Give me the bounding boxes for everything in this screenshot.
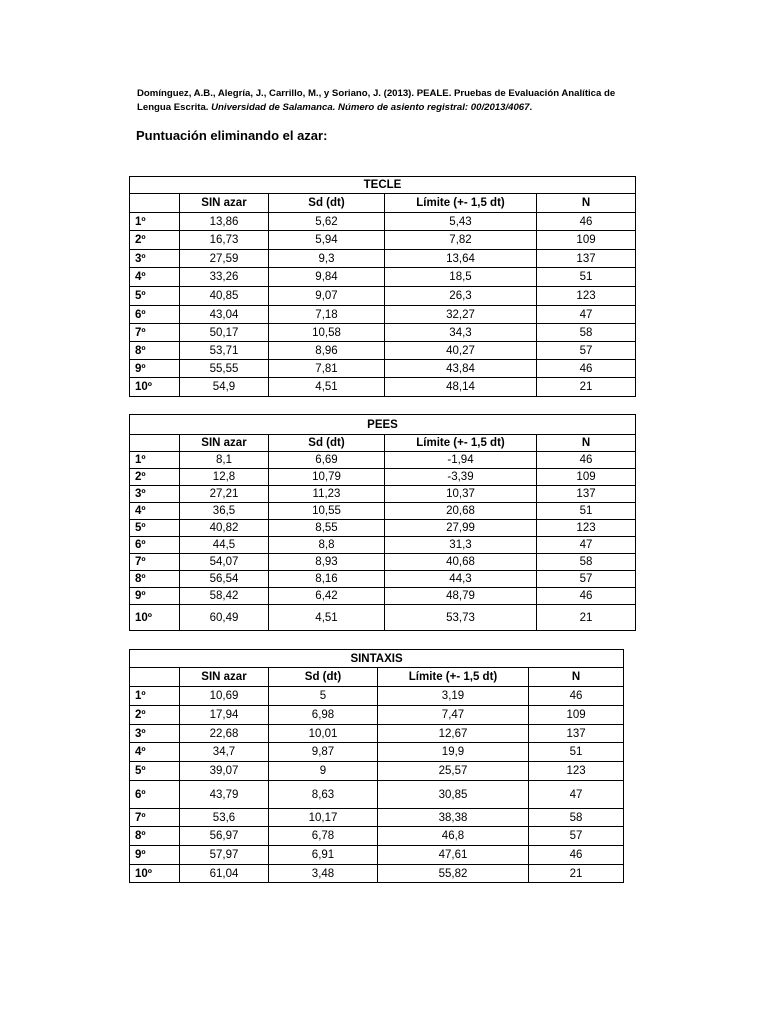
table-cell: 57	[537, 571, 636, 588]
row-label: 6º	[130, 781, 180, 809]
table-row	[130, 486, 636, 503]
header-corner	[130, 435, 180, 452]
row-label: 5º	[130, 762, 180, 781]
table-cell: 10,17	[269, 809, 378, 827]
table-cell: 137	[537, 486, 636, 503]
table-cell: 6,42	[269, 588, 385, 605]
row-label: 5º	[130, 520, 180, 537]
table-title: TECLE	[130, 177, 636, 194]
row-label: 8º	[130, 571, 180, 588]
table-cell: 47,61	[378, 846, 529, 865]
table-cell: 36,5	[180, 503, 269, 520]
table-row	[130, 306, 636, 324]
row-label: 1º	[130, 687, 180, 706]
column-header: SIN azar	[180, 668, 269, 687]
table-cell: 5	[269, 687, 378, 706]
table-cell: 50,17	[180, 324, 269, 342]
table-cell: 13,64	[385, 250, 537, 268]
table-cell: 58,42	[180, 588, 269, 605]
table-cell: 6,78	[269, 827, 378, 846]
table-cell: 12,67	[378, 725, 529, 743]
column-header: Límite (+- 1,5 dt)	[378, 668, 529, 687]
row-label: 3º	[130, 486, 180, 503]
row-label: 9º	[130, 588, 180, 605]
row-label: 10º	[130, 378, 180, 397]
table-cell: 4,51	[269, 378, 385, 397]
table-cell: 57,97	[180, 846, 269, 865]
table-row	[130, 342, 636, 360]
citation	[137, 87, 637, 115]
table-cell: 9,3	[269, 250, 385, 268]
table-cell: 53,71	[180, 342, 269, 360]
table-cell: 48,14	[385, 378, 537, 397]
table-cell: 26,3	[385, 287, 537, 306]
table-header-row	[130, 194, 636, 213]
table-cell: 9	[269, 762, 378, 781]
table-title-row	[130, 177, 636, 194]
row-label: 8º	[130, 342, 180, 360]
column-header: SIN azar	[180, 435, 269, 452]
table-cell: 21	[529, 865, 624, 883]
row-label: 1º	[130, 213, 180, 231]
row-label: 8º	[130, 827, 180, 846]
table-cell: 54,9	[180, 378, 269, 397]
column-header: Sd (dt)	[269, 435, 385, 452]
table-cell: 109	[529, 706, 624, 725]
table-row	[130, 725, 624, 743]
table-row	[130, 605, 636, 631]
citation-registry: Número de asiento registral: 00/2013/4067	[338, 102, 530, 113]
row-label: 2º	[130, 231, 180, 250]
row-label: 5º	[130, 287, 180, 306]
table-cell: 3,48	[269, 865, 378, 883]
table-cell: 46	[537, 213, 636, 231]
table-cell: 21	[537, 378, 636, 397]
table-cell: 22,68	[180, 725, 269, 743]
row-label: 7º	[130, 324, 180, 342]
table-cell: 40,27	[385, 342, 537, 360]
table-cell: 6,69	[269, 452, 385, 469]
column-header: N	[537, 435, 636, 452]
row-label: 9º	[130, 360, 180, 378]
pees-table	[129, 414, 636, 631]
table-cell: 10,55	[269, 503, 385, 520]
table-cell: 48,79	[385, 588, 537, 605]
table-cell: 47	[537, 306, 636, 324]
table-row	[130, 520, 636, 537]
table-header-row	[130, 435, 636, 452]
table-cell: 47	[537, 537, 636, 554]
citation-separator: .	[332, 102, 339, 113]
table-row	[130, 687, 624, 706]
table-row	[130, 762, 624, 781]
row-label: 3º	[130, 725, 180, 743]
table-cell: 8,63	[269, 781, 378, 809]
table-cell: 10,01	[269, 725, 378, 743]
table-cell: 13,86	[180, 213, 269, 231]
table-cell: 109	[537, 469, 636, 486]
table-cell: 57	[537, 342, 636, 360]
table-row	[130, 827, 624, 846]
header-corner	[130, 194, 180, 213]
table-cell: 137	[537, 250, 636, 268]
column-header: N	[529, 668, 624, 687]
table-cell: 44,3	[385, 571, 537, 588]
table-row	[130, 360, 636, 378]
table-cell: 58	[529, 809, 624, 827]
table-cell: 51	[529, 743, 624, 762]
table-cell: -3,39	[385, 469, 537, 486]
table-row	[130, 378, 636, 397]
page-subtitle: Puntuación eliminando el azar:	[136, 128, 328, 143]
table-cell: 46	[529, 687, 624, 706]
table-cell: 8,96	[269, 342, 385, 360]
table-cell: 8,16	[269, 571, 385, 588]
table-cell: 55,82	[378, 865, 529, 883]
table-row	[130, 231, 636, 250]
table-cell: 11,23	[269, 486, 385, 503]
table-row	[130, 268, 636, 287]
table-cell: 7,82	[385, 231, 537, 250]
table-cell: 54,07	[180, 554, 269, 571]
table-row	[130, 743, 624, 762]
table-title-row	[130, 650, 624, 668]
citation-publisher: Universidad de Salamanca	[211, 102, 333, 113]
column-header: Límite (+- 1,5 dt)	[385, 435, 537, 452]
table-cell: 5,94	[269, 231, 385, 250]
table-cell: 27,99	[385, 520, 537, 537]
table-cell: 12,8	[180, 469, 269, 486]
table-cell: 21	[537, 605, 636, 631]
table-cell: 5,43	[385, 213, 537, 231]
table-cell: 8,8	[269, 537, 385, 554]
row-label: 9º	[130, 846, 180, 865]
table-cell: 4,51	[269, 605, 385, 631]
table-cell: 58	[537, 324, 636, 342]
table-row	[130, 554, 636, 571]
table-cell: 53,6	[180, 809, 269, 827]
tecle-table	[129, 176, 636, 397]
table-cell: 46	[537, 452, 636, 469]
row-label: 1º	[130, 452, 180, 469]
table-row	[130, 287, 636, 306]
table-cell: 27,59	[180, 250, 269, 268]
table-cell: 57	[529, 827, 624, 846]
table-cell: 46	[537, 588, 636, 605]
column-header: Sd (dt)	[269, 668, 378, 687]
table-row	[130, 865, 624, 883]
table-cell: 46	[529, 846, 624, 865]
table-cell: 51	[537, 503, 636, 520]
table-cell: 39,07	[180, 762, 269, 781]
table-cell: 10,69	[180, 687, 269, 706]
table-cell: 55,55	[180, 360, 269, 378]
table-row	[130, 469, 636, 486]
table-cell: -1,94	[385, 452, 537, 469]
table-cell: 58	[537, 554, 636, 571]
table-cell: 8,93	[269, 554, 385, 571]
table-cell: 51	[537, 268, 636, 287]
table-title: SINTAXIS	[130, 650, 624, 668]
row-label: 10º	[130, 605, 180, 631]
table-cell: 61,04	[180, 865, 269, 883]
table-row	[130, 706, 624, 725]
row-label: 4º	[130, 743, 180, 762]
table-row	[130, 846, 624, 865]
table-cell: 137	[529, 725, 624, 743]
table-cell: 9,87	[269, 743, 378, 762]
table-cell: 10,58	[269, 324, 385, 342]
table-cell: 6,91	[269, 846, 378, 865]
table-cell: 30,85	[378, 781, 529, 809]
table-row	[130, 537, 636, 554]
table-cell: 123	[537, 287, 636, 306]
table-cell: 17,94	[180, 706, 269, 725]
table-cell: 40,68	[385, 554, 537, 571]
row-label: 6º	[130, 537, 180, 554]
table-header-row	[130, 668, 624, 687]
row-label: 2º	[130, 469, 180, 486]
table-cell: 7,47	[378, 706, 529, 725]
table-cell: 6,98	[269, 706, 378, 725]
row-label: 7º	[130, 554, 180, 571]
table-cell: 53,73	[385, 605, 537, 631]
row-label: 2º	[130, 706, 180, 725]
table-cell: 32,27	[385, 306, 537, 324]
table-cell: 9,84	[269, 268, 385, 287]
row-label: 4º	[130, 503, 180, 520]
column-header: SIN azar	[180, 194, 269, 213]
table-row	[130, 809, 624, 827]
table-row	[130, 324, 636, 342]
sintaxis-table	[129, 649, 624, 883]
table-row	[130, 250, 636, 268]
column-header: N	[537, 194, 636, 213]
table-cell: 40,85	[180, 287, 269, 306]
table-cell: 9,07	[269, 287, 385, 306]
table-cell: 43,79	[180, 781, 269, 809]
table-cell: 10,79	[269, 469, 385, 486]
table-cell: 8,1	[180, 452, 269, 469]
table-row	[130, 213, 636, 231]
table-cell: 20,68	[385, 503, 537, 520]
table-cell: 31,3	[385, 537, 537, 554]
table-cell: 123	[537, 520, 636, 537]
column-header: Sd (dt)	[269, 194, 385, 213]
table-cell: 7,18	[269, 306, 385, 324]
table-cell: 10,37	[385, 486, 537, 503]
row-label: 3º	[130, 250, 180, 268]
table-cell: 16,73	[180, 231, 269, 250]
table-cell: 7,81	[269, 360, 385, 378]
row-label: 4º	[130, 268, 180, 287]
table-cell: 18,5	[385, 268, 537, 287]
table-cell: 27,21	[180, 486, 269, 503]
row-label: 10º	[130, 865, 180, 883]
table-cell: 8,55	[269, 520, 385, 537]
table-cell: 25,57	[378, 762, 529, 781]
table-cell: 43,84	[385, 360, 537, 378]
table-row	[130, 588, 636, 605]
table-row	[130, 781, 624, 809]
table-row	[130, 571, 636, 588]
table-cell: 46,8	[378, 827, 529, 846]
table-title-row	[130, 415, 636, 435]
row-label: 7º	[130, 809, 180, 827]
table-cell: 56,54	[180, 571, 269, 588]
table-row	[130, 452, 636, 469]
citation-end: .	[529, 102, 533, 113]
table-cell: 43,04	[180, 306, 269, 324]
table-cell: 33,26	[180, 268, 269, 287]
table-cell: 44,5	[180, 537, 269, 554]
table-cell: 34,3	[385, 324, 537, 342]
table-title: PEES	[130, 415, 636, 435]
row-label: 6º	[130, 306, 180, 324]
citation-authors: Domínguez, A.B., Alegría, J., Carrillo, M., y Soriano, J. (2013). PEALE. Pruebas de Evaluación Analítica de Lengua Escrita.	[137, 88, 616, 113]
table-row	[130, 503, 636, 520]
column-header: Límite (+- 1,5 dt)	[385, 194, 537, 213]
table-cell: 46	[537, 360, 636, 378]
table-cell: 38,38	[378, 809, 529, 827]
table-cell: 123	[529, 762, 624, 781]
table-cell: 109	[537, 231, 636, 250]
table-cell: 5,62	[269, 213, 385, 231]
table-cell: 19,9	[378, 743, 529, 762]
table-cell: 34,7	[180, 743, 269, 762]
header-corner	[130, 668, 180, 687]
table-cell: 60,49	[180, 605, 269, 631]
table-cell: 3,19	[378, 687, 529, 706]
table-cell: 47	[529, 781, 624, 809]
table-cell: 56,97	[180, 827, 269, 846]
table-cell: 40,82	[180, 520, 269, 537]
